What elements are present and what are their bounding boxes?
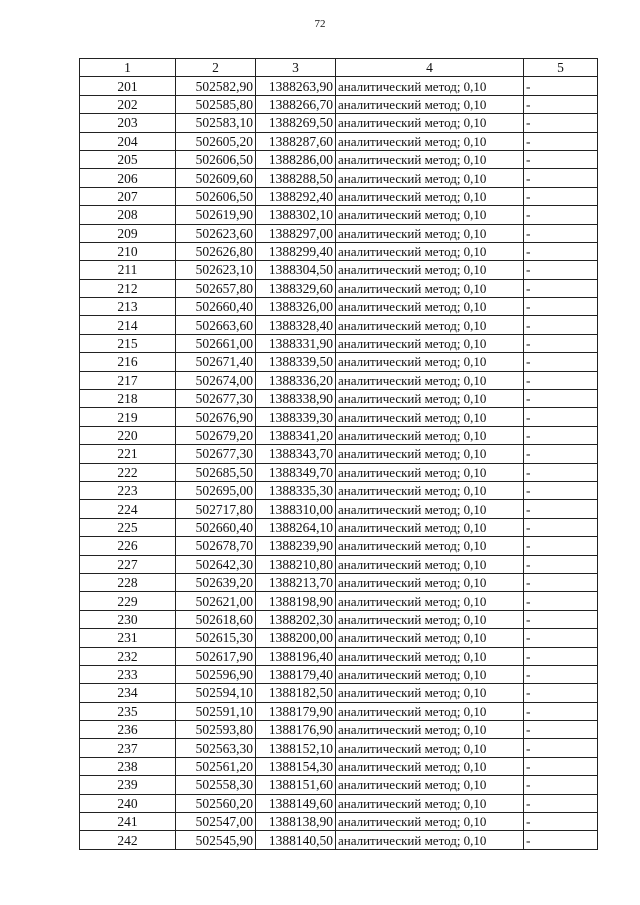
table-row	[80, 665, 598, 683]
point-number-cell: 207	[80, 187, 176, 205]
coord-x-cell: 502661,00	[176, 334, 256, 352]
method-accuracy-cell: аналитический метод; 0,10	[336, 813, 524, 831]
coord-x-cell: 502660,40	[176, 298, 256, 316]
coord-x-cell: 502676,90	[176, 408, 256, 426]
coord-y-cell: 1388335,30	[256, 481, 336, 499]
point-number-cell: 211	[80, 261, 176, 279]
method-accuracy-cell: аналитический метод; 0,10	[336, 684, 524, 702]
point-number-cell: 226	[80, 537, 176, 555]
table-row	[80, 831, 598, 849]
point-number-cell: 205	[80, 150, 176, 168]
coord-y-cell: 1388151,60	[256, 776, 336, 794]
coord-x-cell: 502623,60	[176, 224, 256, 242]
header-col-2: 2	[176, 59, 256, 77]
coord-y-cell: 1388297,00	[256, 224, 336, 242]
coord-x-cell: 502642,30	[176, 555, 256, 573]
coord-y-cell: 1388310,00	[256, 500, 336, 518]
table-row	[80, 500, 598, 518]
point-number-cell: 230	[80, 610, 176, 628]
point-number-cell: 228	[80, 573, 176, 591]
note-cell: -	[524, 371, 598, 389]
coord-x-cell: 502639,20	[176, 573, 256, 591]
point-number-cell: 215	[80, 334, 176, 352]
point-number-cell: 235	[80, 702, 176, 720]
coord-x-cell: 502623,10	[176, 261, 256, 279]
coord-y-cell: 1388138,90	[256, 813, 336, 831]
method-accuracy-cell: аналитический метод; 0,10	[336, 757, 524, 775]
coord-x-cell: 502663,60	[176, 316, 256, 334]
method-accuracy-cell: аналитический метод; 0,10	[336, 592, 524, 610]
note-cell: -	[524, 132, 598, 150]
coord-x-cell: 502619,90	[176, 206, 256, 224]
coord-x-cell: 502561,20	[176, 757, 256, 775]
point-number-cell: 216	[80, 353, 176, 371]
point-number-cell: 224	[80, 500, 176, 518]
table-row	[80, 573, 598, 591]
coord-y-cell: 1388264,10	[256, 518, 336, 536]
method-accuracy-cell: аналитический метод; 0,10	[336, 261, 524, 279]
method-accuracy-cell: аналитический метод; 0,10	[336, 500, 524, 518]
note-cell: -	[524, 776, 598, 794]
table-row	[80, 132, 598, 150]
note-cell: -	[524, 353, 598, 371]
table-row	[80, 757, 598, 775]
table-row	[80, 555, 598, 573]
note-cell: -	[524, 592, 598, 610]
note-cell: -	[524, 445, 598, 463]
coord-y-cell: 1388269,50	[256, 114, 336, 132]
coord-x-cell: 502545,90	[176, 831, 256, 849]
note-cell: -	[524, 261, 598, 279]
table-row	[80, 150, 598, 168]
coord-y-cell: 1388341,20	[256, 426, 336, 444]
coord-y-cell: 1388292,40	[256, 187, 336, 205]
point-number-cell: 232	[80, 647, 176, 665]
note-cell: -	[524, 242, 598, 260]
table-row	[80, 316, 598, 334]
point-number-cell: 241	[80, 813, 176, 831]
point-number-cell: 209	[80, 224, 176, 242]
note-cell: -	[524, 721, 598, 739]
method-accuracy-cell: аналитический метод; 0,10	[336, 279, 524, 297]
note-cell: -	[524, 647, 598, 665]
coord-y-cell: 1388202,30	[256, 610, 336, 628]
method-accuracy-cell: аналитический метод; 0,10	[336, 481, 524, 499]
point-number-cell: 208	[80, 206, 176, 224]
coord-x-cell: 502606,50	[176, 187, 256, 205]
table-row	[80, 187, 598, 205]
coord-y-cell: 1388339,30	[256, 408, 336, 426]
coord-x-cell: 502678,70	[176, 537, 256, 555]
method-accuracy-cell: аналитический метод; 0,10	[336, 721, 524, 739]
table-row	[80, 114, 598, 132]
coord-y-cell: 1388349,70	[256, 463, 336, 481]
coord-x-cell: 502606,50	[176, 150, 256, 168]
coord-y-cell: 1388198,90	[256, 592, 336, 610]
coord-y-cell: 1388154,30	[256, 757, 336, 775]
method-accuracy-cell: аналитический метод; 0,10	[336, 95, 524, 113]
method-accuracy-cell: аналитический метод; 0,10	[336, 463, 524, 481]
coord-y-cell: 1388182,50	[256, 684, 336, 702]
method-accuracy-cell: аналитический метод; 0,10	[336, 647, 524, 665]
note-cell: -	[524, 665, 598, 683]
point-number-cell: 202	[80, 95, 176, 113]
point-number-cell: 214	[80, 316, 176, 334]
note-cell: -	[524, 481, 598, 499]
point-number-cell: 217	[80, 371, 176, 389]
note-cell: -	[524, 169, 598, 187]
coord-y-cell: 1388287,60	[256, 132, 336, 150]
method-accuracy-cell: аналитический метод; 0,10	[336, 794, 524, 812]
table-row	[80, 629, 598, 647]
coord-y-cell: 1388326,00	[256, 298, 336, 316]
coord-y-cell: 1388286,00	[256, 150, 336, 168]
coord-x-cell: 502617,90	[176, 647, 256, 665]
coord-x-cell: 502677,30	[176, 390, 256, 408]
point-number-cell: 238	[80, 757, 176, 775]
method-accuracy-cell: аналитический метод; 0,10	[336, 390, 524, 408]
coord-x-cell: 502615,30	[176, 629, 256, 647]
coord-y-cell: 1388336,20	[256, 371, 336, 389]
note-cell: -	[524, 95, 598, 113]
table-row	[80, 279, 598, 297]
coord-y-cell: 1388343,70	[256, 445, 336, 463]
coord-y-cell: 1388239,90	[256, 537, 336, 555]
table-row	[80, 776, 598, 794]
coord-y-cell: 1388152,10	[256, 739, 336, 757]
coord-y-cell: 1388179,40	[256, 665, 336, 683]
method-accuracy-cell: аналитический метод; 0,10	[336, 776, 524, 794]
point-number-cell: 212	[80, 279, 176, 297]
table-row	[80, 610, 598, 628]
point-number-cell: 229	[80, 592, 176, 610]
coord-x-cell: 502547,00	[176, 813, 256, 831]
table-row	[80, 813, 598, 831]
table-row	[80, 702, 598, 720]
note-cell: -	[524, 187, 598, 205]
header-col-5: 5	[524, 59, 598, 77]
coord-x-cell: 502605,20	[176, 132, 256, 150]
coord-x-cell: 502660,40	[176, 518, 256, 536]
point-number-cell: 203	[80, 114, 176, 132]
point-number-cell: 236	[80, 721, 176, 739]
point-number-cell: 223	[80, 481, 176, 499]
table-row	[80, 684, 598, 702]
page-number: 72	[314, 18, 326, 30]
note-cell: -	[524, 813, 598, 831]
method-accuracy-cell: аналитический метод; 0,10	[336, 334, 524, 352]
point-number-cell: 222	[80, 463, 176, 481]
coord-x-cell: 502591,10	[176, 702, 256, 720]
table-row	[80, 390, 598, 408]
method-accuracy-cell: аналитический метод; 0,10	[336, 298, 524, 316]
method-accuracy-cell: аналитический метод; 0,10	[336, 316, 524, 334]
point-number-cell: 234	[80, 684, 176, 702]
table-body	[80, 77, 598, 849]
coord-x-cell: 502596,90	[176, 665, 256, 683]
coord-y-cell: 1388338,90	[256, 390, 336, 408]
header-col-1: 1	[80, 59, 176, 77]
note-cell: -	[524, 316, 598, 334]
method-accuracy-cell: аналитический метод; 0,10	[336, 610, 524, 628]
note-cell: -	[524, 684, 598, 702]
method-accuracy-cell: аналитический метод; 0,10	[336, 665, 524, 683]
note-cell: -	[524, 463, 598, 481]
method-accuracy-cell: аналитический метод; 0,10	[336, 445, 524, 463]
point-number-cell: 239	[80, 776, 176, 794]
method-accuracy-cell: аналитический метод; 0,10	[336, 224, 524, 242]
note-cell: -	[524, 150, 598, 168]
coord-y-cell: 1388140,50	[256, 831, 336, 849]
method-accuracy-cell: аналитический метод; 0,10	[336, 573, 524, 591]
method-accuracy-cell: аналитический метод; 0,10	[336, 702, 524, 720]
coord-x-cell: 502677,30	[176, 445, 256, 463]
table-row	[80, 518, 598, 536]
table-row	[80, 334, 598, 352]
coord-y-cell: 1388329,60	[256, 279, 336, 297]
coord-y-cell: 1388263,90	[256, 77, 336, 95]
coord-x-cell: 502685,50	[176, 463, 256, 481]
table-row	[80, 721, 598, 739]
method-accuracy-cell: аналитический метод; 0,10	[336, 114, 524, 132]
method-accuracy-cell: аналитический метод; 0,10	[336, 77, 524, 95]
table-row	[80, 647, 598, 665]
coord-y-cell: 1388266,70	[256, 95, 336, 113]
coord-y-cell: 1388176,90	[256, 721, 336, 739]
method-accuracy-cell: аналитический метод; 0,10	[336, 518, 524, 536]
table-row	[80, 794, 598, 812]
table-row	[80, 537, 598, 555]
point-number-cell: 204	[80, 132, 176, 150]
table-row	[80, 426, 598, 444]
table-row	[80, 739, 598, 757]
table-row	[80, 481, 598, 499]
table-row	[80, 242, 598, 260]
method-accuracy-cell: аналитический метод; 0,10	[336, 629, 524, 647]
coord-y-cell: 1388299,40	[256, 242, 336, 260]
coord-x-cell: 502582,90	[176, 77, 256, 95]
coord-x-cell: 502594,10	[176, 684, 256, 702]
note-cell: -	[524, 334, 598, 352]
note-cell: -	[524, 757, 598, 775]
point-number-cell: 210	[80, 242, 176, 260]
method-accuracy-cell: аналитический метод; 0,10	[336, 150, 524, 168]
note-cell: -	[524, 114, 598, 132]
note-cell: -	[524, 702, 598, 720]
table-row	[80, 298, 598, 316]
note-cell: -	[524, 500, 598, 518]
method-accuracy-cell: аналитический метод; 0,10	[336, 371, 524, 389]
note-cell: -	[524, 573, 598, 591]
table-row	[80, 95, 598, 113]
coord-y-cell: 1388210,80	[256, 555, 336, 573]
point-number-cell: 219	[80, 408, 176, 426]
point-number-cell: 233	[80, 665, 176, 683]
point-number-cell: 227	[80, 555, 176, 573]
coord-y-cell: 1388328,40	[256, 316, 336, 334]
method-accuracy-cell: аналитический метод; 0,10	[336, 242, 524, 260]
coord-x-cell: 502583,10	[176, 114, 256, 132]
method-accuracy-cell: аналитический метод; 0,10	[336, 206, 524, 224]
coord-y-cell: 1388196,40	[256, 647, 336, 665]
point-number-cell: 237	[80, 739, 176, 757]
point-number-cell: 213	[80, 298, 176, 316]
note-cell: -	[524, 537, 598, 555]
method-accuracy-cell: аналитический метод; 0,10	[336, 187, 524, 205]
table-header	[80, 59, 598, 77]
point-number-cell: 218	[80, 390, 176, 408]
coord-y-cell: 1388213,70	[256, 573, 336, 591]
note-cell: -	[524, 298, 598, 316]
note-cell: -	[524, 408, 598, 426]
coord-x-cell: 502671,40	[176, 353, 256, 371]
coord-x-cell: 502563,30	[176, 739, 256, 757]
coord-y-cell: 1388339,50	[256, 353, 336, 371]
table-row	[80, 463, 598, 481]
point-number-cell: 206	[80, 169, 176, 187]
point-number-cell: 220	[80, 426, 176, 444]
coord-x-cell: 502657,80	[176, 279, 256, 297]
note-cell: -	[524, 794, 598, 812]
coord-y-cell: 1388302,10	[256, 206, 336, 224]
method-accuracy-cell: аналитический метод; 0,10	[336, 426, 524, 444]
coord-x-cell: 502626,80	[176, 242, 256, 260]
table-row	[80, 371, 598, 389]
method-accuracy-cell: аналитический метод; 0,10	[336, 537, 524, 555]
table-row	[80, 408, 598, 426]
coord-x-cell: 502674,00	[176, 371, 256, 389]
table-row	[80, 206, 598, 224]
note-cell: -	[524, 739, 598, 757]
coord-x-cell: 502717,80	[176, 500, 256, 518]
method-accuracy-cell: аналитический метод; 0,10	[336, 353, 524, 371]
note-cell: -	[524, 279, 598, 297]
coord-x-cell: 502609,60	[176, 169, 256, 187]
coord-x-cell: 502593,80	[176, 721, 256, 739]
coord-x-cell: 502618,60	[176, 610, 256, 628]
point-number-cell: 225	[80, 518, 176, 536]
note-cell: -	[524, 831, 598, 849]
coord-y-cell: 1388200,00	[256, 629, 336, 647]
table-row	[80, 77, 598, 95]
header-row	[80, 59, 598, 77]
note-cell: -	[524, 629, 598, 647]
coord-y-cell: 1388179,90	[256, 702, 336, 720]
note-cell: -	[524, 555, 598, 573]
method-accuracy-cell: аналитический метод; 0,10	[336, 555, 524, 573]
coord-x-cell: 502585,80	[176, 95, 256, 113]
point-number-cell: 240	[80, 794, 176, 812]
method-accuracy-cell: аналитический метод; 0,10	[336, 132, 524, 150]
note-cell: -	[524, 610, 598, 628]
note-cell: -	[524, 518, 598, 536]
method-accuracy-cell: аналитический метод; 0,10	[336, 831, 524, 849]
coord-x-cell: 502679,20	[176, 426, 256, 444]
table-row	[80, 261, 598, 279]
method-accuracy-cell: аналитический метод; 0,10	[336, 739, 524, 757]
coord-y-cell: 1388331,90	[256, 334, 336, 352]
method-accuracy-cell: аналитический метод; 0,10	[336, 169, 524, 187]
coord-y-cell: 1388288,50	[256, 169, 336, 187]
point-number-cell: 242	[80, 831, 176, 849]
coord-y-cell: 1388149,60	[256, 794, 336, 812]
table-row	[80, 353, 598, 371]
point-number-cell: 221	[80, 445, 176, 463]
note-cell: -	[524, 206, 598, 224]
point-number-cell: 231	[80, 629, 176, 647]
note-cell: -	[524, 426, 598, 444]
table-row	[80, 224, 598, 242]
note-cell: -	[524, 224, 598, 242]
method-accuracy-cell: аналитический метод; 0,10	[336, 408, 524, 426]
table-row	[80, 592, 598, 610]
point-number-cell: 201	[80, 77, 176, 95]
coord-x-cell: 502560,20	[176, 794, 256, 812]
coordinates-table	[79, 58, 598, 850]
coord-x-cell: 502558,30	[176, 776, 256, 794]
table-row	[80, 445, 598, 463]
note-cell: -	[524, 390, 598, 408]
coord-y-cell: 1388304,50	[256, 261, 336, 279]
coord-x-cell: 502621,00	[176, 592, 256, 610]
header-col-4: 4	[336, 59, 524, 77]
coord-x-cell: 502695,00	[176, 481, 256, 499]
header-col-3: 3	[256, 59, 336, 77]
note-cell: -	[524, 77, 598, 95]
table-row	[80, 169, 598, 187]
